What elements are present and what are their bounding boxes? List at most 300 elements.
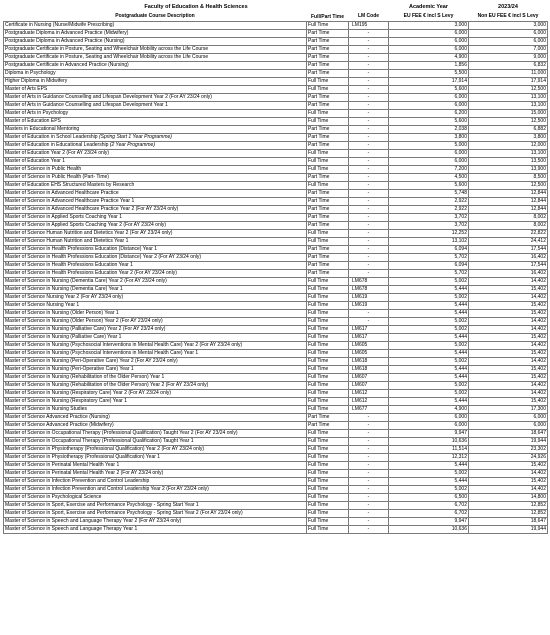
lm-code-cell: - (349, 510, 389, 518)
time-cell: Full Time (307, 166, 349, 174)
lm-code-cell: - (349, 54, 389, 62)
desc-cell: Master of Science in Speech and Language Therapy Year 2 (For AY 23/24 only) (4, 518, 307, 526)
table-row (4, 374, 548, 382)
table-row (4, 406, 548, 414)
desc-cell: Master of Science Advanced Practice (Nursing) (4, 414, 307, 422)
table-row (4, 446, 548, 454)
non-eu-fee-cell: 14,402 (469, 278, 548, 286)
time-cell: Part Time (307, 414, 349, 422)
table-row (4, 126, 548, 134)
desc-cell: Master of Science in Nursing (Psychosocial Interventions in Mental Health Care) Year 2 (For AY 23/24 only) (4, 342, 307, 350)
non-eu-fee-cell: 13,100 (469, 150, 548, 158)
time-cell: Full Time (307, 150, 349, 158)
lm-code-cell: - (349, 102, 389, 110)
eu-fee-cell: 3,702 (389, 222, 469, 230)
desc-cell: Master of Science in Nursing (Peri-Operative Care) Year 1 (4, 366, 307, 374)
desc-cell: Master of Arts in Psychology (4, 110, 307, 118)
lm-code-cell: LM619 (349, 302, 389, 310)
desc-cell: Master of Science in Sport, Exercise and Performance Psychology - Spring Start Year 1 (4, 502, 307, 510)
time-cell: Full Time (307, 430, 349, 438)
time-cell: Full Time (307, 110, 349, 118)
non-eu-fee-cell: 14,402 (469, 486, 548, 494)
lm-code-cell: - (349, 110, 389, 118)
col-header-description: Postgraduate Course Description (115, 13, 195, 19)
eu-fee-cell: 2,922 (389, 206, 469, 214)
time-cell: Full Time (307, 78, 349, 86)
desc-cell: Master of Science in Health Professions Education Year 2 (For AY 23/24 only) (4, 270, 307, 278)
eu-fee-cell: 6,000 (389, 94, 469, 102)
desc-italic-note: (Spring Start 1 Year Programme) (98, 134, 172, 140)
lm-code-cell: LM618 (349, 358, 389, 366)
eu-fee-cell: 6,702 (389, 502, 469, 510)
desc-cell: Master of Science in Health Professions Education (Distance) Year 2 (For AY 23/24 only) (4, 254, 307, 262)
eu-fee-cell: 2,038 (389, 126, 469, 134)
time-cell: Part Time (307, 30, 349, 38)
eu-fee-cell: 5,748 (389, 190, 469, 198)
table-row (4, 286, 548, 294)
non-eu-fee-cell: 16,402 (469, 270, 548, 278)
eu-fee-cell: 5,444 (389, 366, 469, 374)
table-row (4, 502, 548, 510)
lm-code-cell: LM605 (349, 350, 389, 358)
desc-cell: Master of Science in Advanced Healthcare Practice Year 1 (4, 198, 307, 206)
eu-fee-cell: 6,000 (389, 150, 469, 158)
non-eu-fee-cell: 12,500 (469, 118, 548, 126)
lm-code-cell: - (349, 134, 389, 142)
time-cell: Full Time (307, 342, 349, 350)
non-eu-fee-cell: 22,822 (469, 230, 548, 238)
lm-code-cell: LM617 (349, 326, 389, 334)
table-row (4, 182, 548, 190)
non-eu-fee-cell: 23,302 (469, 446, 548, 454)
lm-code-cell: LM607 (349, 382, 389, 390)
non-eu-fee-cell: 17,544 (469, 246, 548, 254)
desc-cell: Master of Science in Nursing (Palliative Care) Year 1 (4, 334, 307, 342)
lm-code-cell: - (349, 142, 389, 150)
non-eu-fee-cell: 17,914 (469, 78, 548, 86)
non-eu-fee-cell: 8,002 (469, 214, 548, 222)
lm-code-cell: - (349, 462, 389, 470)
time-cell: Full Time (307, 390, 349, 398)
desc-cell: Postgraduate Diploma in Advanced Practice (Midwifery) (4, 30, 307, 38)
eu-fee-cell: 6,000 (389, 102, 469, 110)
eu-fee-cell: 2,922 (389, 198, 469, 206)
table-row (4, 422, 548, 430)
lm-code-cell: - (349, 182, 389, 190)
lm-code-cell: LM677 (349, 406, 389, 414)
desc-cell: Master of Science in Health Professions Education (Distance) Year 1 (4, 246, 307, 254)
time-cell: Part Time (307, 134, 349, 142)
lm-code-cell: - (349, 470, 389, 478)
non-eu-fee-cell: 15,402 (469, 350, 548, 358)
table-row (4, 294, 548, 302)
time-cell: Part Time (307, 422, 349, 430)
table-row (4, 206, 548, 214)
non-eu-fee-cell: 13,100 (469, 102, 548, 110)
time-cell: Full Time (307, 374, 349, 382)
time-cell: Part Time (307, 174, 349, 182)
non-eu-fee-cell: 15,402 (469, 478, 548, 486)
lm-code-cell: - (349, 166, 389, 174)
time-cell: Full Time (307, 438, 349, 446)
eu-fee-cell: 5,002 (389, 382, 469, 390)
time-cell: Full Time (307, 454, 349, 462)
lm-code-cell: - (349, 414, 389, 422)
eu-fee-cell: 12,312 (389, 454, 469, 462)
eu-fee-cell: 4,900 (389, 406, 469, 414)
time-cell: Full Time (307, 526, 349, 534)
time-cell: Full Time (307, 502, 349, 510)
lm-code-cell: - (349, 478, 389, 486)
time-cell: Part Time (307, 190, 349, 198)
non-eu-fee-cell: 18,647 (469, 430, 548, 438)
lm-code-cell: LM607 (349, 374, 389, 382)
time-cell: Full Time (307, 478, 349, 486)
non-eu-fee-cell: 11,000 (469, 70, 548, 78)
lm-code-cell: - (349, 254, 389, 262)
eu-fee-cell: 5,444 (389, 334, 469, 342)
desc-cell: Diploma in Psychology (4, 70, 307, 78)
eu-fee-cell: 5,000 (389, 142, 469, 150)
table-row (4, 486, 548, 494)
eu-fee-cell: 6,500 (389, 494, 469, 502)
time-cell: Full Time (307, 518, 349, 526)
non-eu-fee-cell: 14,402 (469, 318, 548, 326)
non-eu-fee-cell: 24,926 (469, 454, 548, 462)
non-eu-fee-cell: 14,402 (469, 326, 548, 334)
desc-cell: Master of Science in Speech and Language Therapy Year 1 (4, 526, 307, 534)
lm-code-cell: LM618 (349, 366, 389, 374)
desc-cell: Master of Science in Public Health (Part- Time) (4, 174, 307, 182)
eu-fee-cell: 6,000 (389, 158, 469, 166)
eu-fee-cell: 5,002 (389, 486, 469, 494)
table-row (4, 270, 548, 278)
table-row (4, 494, 548, 502)
table-row (4, 110, 548, 118)
header-row-2 (4, 12, 548, 22)
lm-code-cell: - (349, 526, 389, 534)
time-cell: Full Time (307, 326, 349, 334)
desc-cell: Postgraduate Certificate in Posture, Seating and Wheelchair Mobility across the Life Course (4, 46, 307, 54)
non-eu-fee-cell: 17,544 (469, 262, 548, 270)
table-row (4, 214, 548, 222)
time-cell: Part Time (307, 270, 349, 278)
lm-code-cell: - (349, 46, 389, 54)
time-cell: Part Time (307, 54, 349, 62)
eu-fee-cell: 6,702 (389, 510, 469, 518)
desc-cell: Master of Education EPS (4, 118, 307, 126)
time-cell: Full Time (307, 286, 349, 294)
lm-code-cell: - (349, 430, 389, 438)
non-eu-fee-cell: 17,300 (469, 406, 548, 414)
time-cell: Full Time (307, 182, 349, 190)
table-row (4, 102, 548, 110)
desc-cell: Master of Science in Sport, Exercise and Performance Psychology - Spring Start Year 2 (For AY 23/24 only) (4, 510, 307, 518)
non-eu-fee-cell: 8,002 (469, 222, 548, 230)
non-eu-fee-cell: 3,800 (469, 134, 548, 142)
lm-code-cell: - (349, 318, 389, 326)
non-eu-fee-cell: 15,402 (469, 366, 548, 374)
desc-cell: Master of Science in Perinatal Mental Health Year 2 (For AY 23/24 only) (4, 470, 307, 478)
desc-cell: Master of Science in Nursing (Respiratory Care) Year 1 (4, 398, 307, 406)
table-row (4, 318, 548, 326)
desc-cell: Master of Science in Nursing (Dementia Care) Year 2 (For AY 23/24 only) (4, 278, 307, 286)
academic-year-label: Academic Year (408, 4, 449, 10)
lm-code-cell: - (349, 78, 389, 86)
fees-table (3, 3, 548, 534)
table-row (4, 334, 548, 342)
non-eu-fee-cell: 7,000 (469, 46, 548, 54)
time-cell: Full Time (307, 358, 349, 366)
time-cell: Full Time (307, 238, 349, 246)
lm-code-cell: - (349, 118, 389, 126)
eu-fee-cell: 5,600 (389, 182, 469, 190)
table-row (4, 142, 548, 150)
time-cell: Full Time (307, 118, 349, 126)
eu-fee-cell: 17,914 (389, 78, 469, 86)
lm-code-cell: LM678 (349, 286, 389, 294)
eu-fee-cell: 3,000 (389, 22, 469, 30)
desc-cell: Master of Science in Nursing (Older Person) Year 1 (4, 310, 307, 318)
desc-cell: Masters in Educational Mentoring (4, 126, 307, 134)
time-cell: Full Time (307, 382, 349, 390)
eu-fee-cell: 3,800 (389, 134, 469, 142)
table-row (4, 38, 548, 46)
time-cell: Part Time (307, 126, 349, 134)
lm-code-cell: - (349, 174, 389, 182)
table-row (4, 230, 548, 238)
table-row (4, 350, 548, 358)
eu-fee-cell: 5,444 (389, 350, 469, 358)
desc-text: Master of Education in School Leadership (5, 134, 98, 140)
eu-fee-cell: 6,000 (389, 30, 469, 38)
desc-cell: Master of Science Human Nutrition and Dietetics Year 1 (4, 238, 307, 246)
non-eu-fee-cell: 12,500 (469, 86, 548, 94)
eu-fee-cell: 6,000 (389, 414, 469, 422)
eu-fee-cell: 7,200 (389, 166, 469, 174)
eu-fee-cell: 11,514 (389, 446, 469, 454)
eu-fee-cell: 10,636 (389, 526, 469, 534)
non-eu-fee-cell: 15,402 (469, 462, 548, 470)
lm-code-cell: - (349, 246, 389, 254)
eu-fee-cell: 5,444 (389, 310, 469, 318)
table-row (4, 366, 548, 374)
lm-code-cell: - (349, 94, 389, 102)
desc-cell: Master of Science in Psychological Science (4, 494, 307, 502)
time-cell: Full Time (307, 302, 349, 310)
time-cell: Full Time (307, 398, 349, 406)
non-eu-fee-cell: 14,402 (469, 470, 548, 478)
lm-code-cell: - (349, 62, 389, 70)
non-eu-fee-cell: 15,402 (469, 302, 548, 310)
time-cell: Full Time (307, 486, 349, 494)
eu-fee-cell: 5,002 (389, 318, 469, 326)
non-eu-fee-cell: 14,402 (469, 342, 548, 350)
time-cell: Part Time (307, 38, 349, 46)
col-header-time: Full/Part Time (311, 13, 344, 20)
time-cell: Full Time (307, 406, 349, 414)
eu-fee-cell: 5,444 (389, 302, 469, 310)
non-eu-fee-cell: 15,402 (469, 398, 548, 406)
non-eu-fee-cell: 12,500 (469, 182, 548, 190)
lm-code-cell: - (349, 190, 389, 198)
eu-fee-cell: 5,444 (389, 374, 469, 382)
desc-cell: Postgraduate Certificate in Advanced Practice (Nursing) (4, 62, 307, 70)
desc-cell: Master of Science in Occupational Therapy (Professional Qualification) Taught Year 2 (For AY 23/24 only) (4, 430, 307, 438)
lm-code-cell: LM617 (349, 334, 389, 342)
table-row (4, 302, 548, 310)
desc-cell: Master of Science in Nursing (Psychosocial Interventions in Mental Health Care) Year 1 (4, 350, 307, 358)
lm-code-cell: - (349, 238, 389, 246)
lm-code-cell: - (349, 126, 389, 134)
table-row (4, 342, 548, 350)
table-row (4, 118, 548, 126)
desc-cell: Postgraduate Diploma in Advanced Practice (Nursing) (4, 38, 307, 46)
lm-code-cell: - (349, 70, 389, 78)
table-row (4, 478, 548, 486)
eu-fee-cell: 5,444 (389, 398, 469, 406)
desc-cell (4, 142, 307, 150)
table-row (4, 198, 548, 206)
eu-fee-cell: 5,002 (389, 342, 469, 350)
time-cell: Full Time (307, 230, 349, 238)
time-cell: Full Time (307, 494, 349, 502)
desc-cell (4, 134, 307, 142)
table-row (4, 70, 548, 78)
eu-fee-cell: 4,900 (389, 54, 469, 62)
desc-cell: Master of Arts in Guidance Counselling and Lifespan Development Year 1 (4, 102, 307, 110)
desc-cell: Master of Science Advanced Practice (Midwifery) (4, 422, 307, 430)
lm-code-cell: LM678 (349, 278, 389, 286)
time-cell: Part Time (307, 262, 349, 270)
non-eu-fee-cell: 16,402 (469, 254, 548, 262)
eu-fee-cell: 6,000 (389, 46, 469, 54)
desc-cell: Master of Arts in Guidance Counselling and Lifespan Development Year 2 (For AY 23/24 only) (4, 94, 307, 102)
time-cell: Full Time (307, 158, 349, 166)
non-eu-fee-cell: 15,402 (469, 286, 548, 294)
desc-cell: Master of Science Nursing Year 2 (For AY 23/24 only) (4, 294, 307, 302)
eu-fee-cell: 5,702 (389, 254, 469, 262)
table-row (4, 238, 548, 246)
non-eu-fee-cell: 6,000 (469, 30, 548, 38)
desc-cell: Master of Arts EPS (4, 86, 307, 94)
eu-fee-cell: 5,002 (389, 358, 469, 366)
desc-cell: Master of Science Human Nutrition and Dietetics Year 2 (For AY 23/24 only) (4, 230, 307, 238)
non-eu-fee-cell: 15,402 (469, 334, 548, 342)
eu-fee-cell: 5,600 (389, 118, 469, 126)
table-row (4, 254, 548, 262)
non-eu-fee-cell: 9,000 (469, 54, 548, 62)
table-row (4, 326, 548, 334)
eu-fee-cell: 1,856 (389, 62, 469, 70)
non-eu-fee-cell: 18,647 (469, 518, 548, 526)
eu-fee-cell: 6,094 (389, 246, 469, 254)
time-cell: Part Time (307, 206, 349, 214)
table-row (4, 518, 548, 526)
table-row (4, 510, 548, 518)
table-body (4, 22, 548, 534)
desc-cell: Master of Science in Advanced Healthcare Practice (4, 190, 307, 198)
lm-code-cell: - (349, 86, 389, 94)
table-row (4, 86, 548, 94)
non-eu-fee-cell: 12,000 (469, 142, 548, 150)
time-cell: Full Time (307, 294, 349, 302)
non-eu-fee-cell: 12,844 (469, 198, 548, 206)
non-eu-fee-cell: 15,402 (469, 310, 548, 318)
non-eu-fee-cell: 12,852 (469, 502, 548, 510)
table-row (4, 150, 548, 158)
time-cell: Full Time (307, 366, 349, 374)
lm-code-cell: - (349, 198, 389, 206)
non-eu-fee-cell: 3,000 (469, 22, 548, 30)
eu-fee-cell: 5,002 (389, 326, 469, 334)
non-eu-fee-cell: 13,900 (469, 166, 548, 174)
non-eu-fee-cell: 8,500 (469, 174, 548, 182)
desc-cell: Master of Science in Nursing (Peri-Operative Care) Year 2 (For AY 23/24 only) (4, 358, 307, 366)
table-row (4, 438, 548, 446)
lm-code-cell: LM612 (349, 398, 389, 406)
table-row (4, 166, 548, 174)
non-eu-fee-cell: 14,402 (469, 294, 548, 302)
lm-code-cell: LM619 (349, 294, 389, 302)
table-row (4, 398, 548, 406)
lm-code-cell: - (349, 262, 389, 270)
desc-text: Master of Education in Educational Leadership (5, 142, 109, 148)
table-row (4, 174, 548, 182)
desc-cell: Master of Science in Physiotherapy (Professional Qualification) Year 1 (4, 454, 307, 462)
desc-cell: Master of Education Year 2 (For AY 23/24 only) (4, 150, 307, 158)
time-cell: Full Time (307, 510, 349, 518)
desc-cell: Master of Science in Infection Prevention and Control Leadership (4, 478, 307, 486)
table-row (4, 414, 548, 422)
time-cell: Part Time (307, 198, 349, 206)
header-row-1 (4, 3, 548, 12)
time-cell: Full Time (307, 470, 349, 478)
desc-cell: Master of Science in Nursing (Rehabilitation of the Older Person) Year 1 (4, 374, 307, 382)
non-eu-fee-cell: 6,000 (469, 38, 548, 46)
lm-code-cell: - (349, 214, 389, 222)
time-cell: Part Time (307, 62, 349, 70)
desc-cell: Higher Diploma in Midwifery (4, 78, 307, 86)
lm-code-cell: - (349, 502, 389, 510)
eu-fee-cell: 5,002 (389, 294, 469, 302)
table-row (4, 462, 548, 470)
lm-code-cell: - (349, 486, 389, 494)
table-row (4, 190, 548, 198)
table-row (4, 454, 548, 462)
desc-cell: Master of Science in Occupational Therapy (Professional Qualification) Taught Year 1 (4, 438, 307, 446)
col-header-non-eu-fee: Non EU FEE € incl S Levy (477, 13, 539, 19)
table-row (4, 382, 548, 390)
time-cell: Full Time (307, 310, 349, 318)
lm-code-cell: - (349, 422, 389, 430)
lm-code-cell: - (349, 158, 389, 166)
eu-fee-cell: 10,636 (389, 438, 469, 446)
desc-cell: Master of Science in Nursing (Palliative Care) Year 2 (For AY 23/24 only) (4, 326, 307, 334)
lm-code-cell: - (349, 230, 389, 238)
lm-code-cell: - (349, 206, 389, 214)
non-eu-fee-cell: 14,800 (469, 494, 548, 502)
time-cell: Part Time (307, 214, 349, 222)
eu-fee-cell: 5,002 (389, 390, 469, 398)
academic-year: 2023/24 (498, 4, 518, 10)
lm-code-cell: - (349, 270, 389, 278)
desc-cell: Certificate in Nursing (Nurse/Midwife Prescribing) (4, 22, 307, 30)
lm-code-cell: LM612 (349, 390, 389, 398)
desc-cell: Master of Science in Nursing Studies (4, 406, 307, 414)
eu-fee-cell: 3,702 (389, 214, 469, 222)
non-eu-fee-cell: 14,402 (469, 358, 548, 366)
